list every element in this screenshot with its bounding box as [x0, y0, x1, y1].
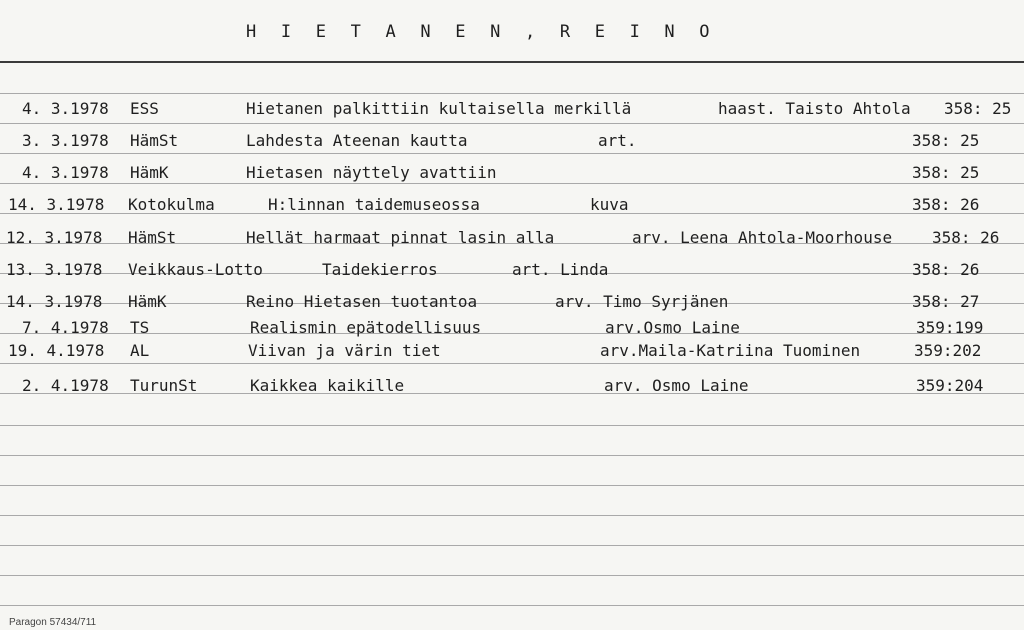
entry-date: 14. 3.1978: [6, 292, 103, 311]
entry-source: TurunSt: [130, 376, 198, 395]
entry-title: Kaikkea kaikille: [250, 376, 405, 395]
entry-title: Hietanen palkittiin kultaisella merkillä: [246, 99, 632, 118]
entry-ref: 358: 26: [912, 195, 980, 214]
entry-source: HämK: [128, 292, 167, 311]
entry-ref: 358: 26: [932, 228, 1000, 247]
entry-ref: 358: 25: [912, 163, 980, 182]
entry-row: [0, 292, 1024, 316]
entry-row: [0, 376, 1024, 400]
entry-title: Hietasen näyttely avattiin: [246, 163, 497, 182]
entry-row: [0, 228, 1024, 252]
entry-note: haast. Taisto Ahtola: [718, 99, 911, 118]
ruled-line: [0, 605, 1024, 606]
entry-date: 7. 4.1978: [22, 318, 109, 337]
entry-note: arv. Osmo Laine: [604, 376, 749, 395]
entry-title: H:linnan taidemuseossa: [268, 195, 480, 214]
entry-row: [0, 131, 1024, 155]
ruled-line: [0, 575, 1024, 576]
entry-note: art.: [598, 131, 637, 150]
entry-date: 3. 3.1978: [22, 131, 109, 150]
entry-note: arv.Maila-Katriina Tuominen: [600, 341, 861, 360]
entry-source: Veikkaus-Lotto: [128, 260, 263, 279]
entry-title: Hellät harmaat pinnat lasin alla: [246, 228, 555, 247]
entry-title: Lahdesta Ateenan kautta: [246, 131, 468, 150]
entry-row: [0, 163, 1024, 187]
entry-note: arv.Osmo Laine: [605, 318, 740, 337]
entry-note: arv. Timo Syrjänen: [555, 292, 729, 311]
entry-date: 2. 4.1978: [22, 376, 109, 395]
entry-date: 19. 4.1978: [8, 341, 105, 360]
entry-note: kuva: [590, 195, 629, 214]
entry-date: 4. 3.1978: [22, 163, 109, 182]
entry-title: Taidekierros: [322, 260, 438, 279]
ruled-line: [0, 485, 1024, 486]
entry-ref: 359:202: [914, 341, 982, 360]
entry-date: 4. 3.1978: [22, 99, 109, 118]
entry-note: arv. Leena Ahtola-Moorhouse: [632, 228, 893, 247]
entry-source: ESS: [130, 99, 159, 118]
card-name-heading: H I E T A N E N , R E I N O: [246, 22, 717, 42]
entry-ref: 358: 27: [912, 292, 980, 311]
entry-ref: 358: 25: [912, 131, 980, 150]
entry-ref: 358: 26: [912, 260, 980, 279]
entry-date: 12. 3.1978: [6, 228, 103, 247]
entry-source: TS: [130, 318, 150, 337]
ruled-line: [0, 425, 1024, 426]
entry-row: [0, 341, 1024, 365]
entry-row: [0, 195, 1024, 219]
entry-date: 14. 3.1978: [8, 195, 105, 214]
ruled-line: [0, 93, 1024, 94]
entry-row: [0, 99, 1024, 123]
entry-source: Kotokulma: [128, 195, 215, 214]
ruled-line: [0, 545, 1024, 546]
ruled-line: [0, 515, 1024, 516]
entry-row: [0, 318, 1024, 342]
entry-row: [0, 260, 1024, 284]
entry-source: HämSt: [128, 228, 177, 247]
entry-note: art. Linda: [512, 260, 609, 279]
entry-date: 13. 3.1978: [6, 260, 103, 279]
entry-source: HämSt: [130, 131, 179, 150]
entry-title: Realismin epätodellisuus: [250, 318, 482, 337]
entry-source: HämK: [130, 163, 169, 182]
entry-title: Viivan ja värin tiet: [248, 341, 441, 360]
entry-ref: 359:199: [916, 318, 984, 337]
ruled-line: [0, 123, 1024, 124]
entry-source: AL: [130, 341, 150, 360]
entry-ref: 358: 25: [944, 99, 1012, 118]
ruled-line: [0, 455, 1024, 456]
header-rule: [0, 61, 1024, 63]
entry-ref: 359:204: [916, 376, 984, 395]
card-footer-print: Paragon 57434/711: [9, 617, 97, 628]
entry-title: Reino Hietasen tuotantoa: [246, 292, 478, 311]
